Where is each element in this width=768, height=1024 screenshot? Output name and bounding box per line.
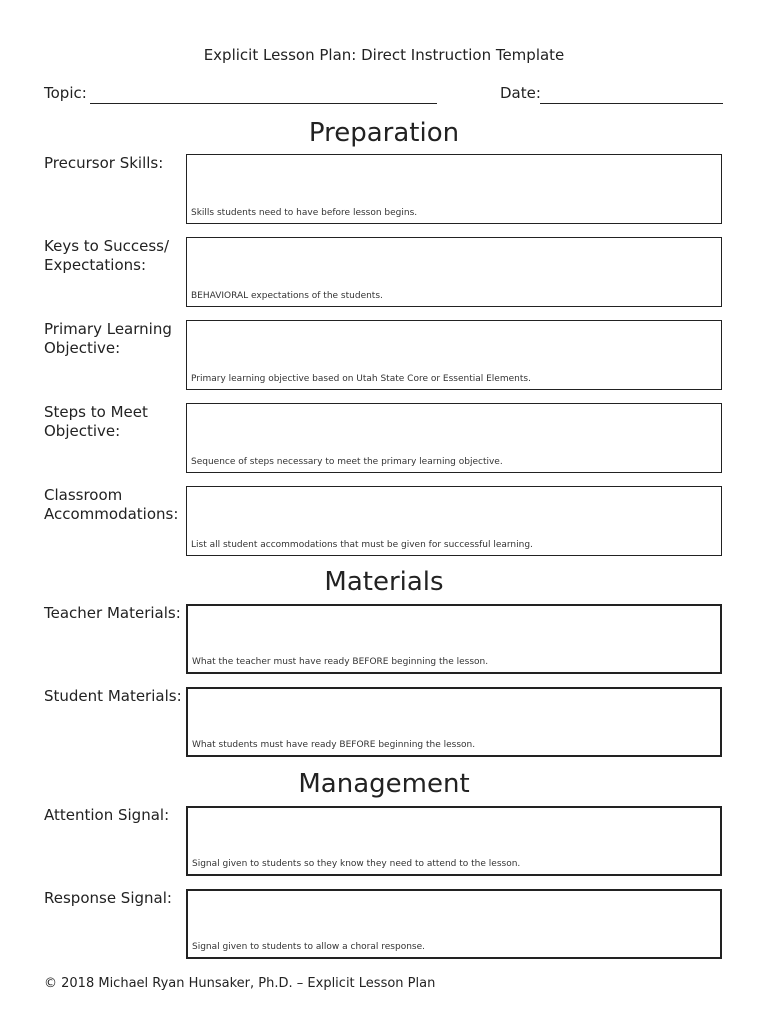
primary-learning-objective-box[interactable] <box>186 320 722 390</box>
classroom-accommodations-hint: List all student accommodations that must be given for successful learning. <box>191 540 533 550</box>
preparation-heading: Preparation <box>308 118 460 148</box>
primary-learning-objective-hint: Primary learning objective based on Utah State Core or Essential Elements. <box>191 374 531 384</box>
teacher-materials-hint: What the teacher must have ready BEFORE beginning the lesson. <box>192 657 489 667</box>
keys-to-success-label: Keys to Success/ Expectations: <box>44 237 170 274</box>
steps-to-meet-objective-box[interactable] <box>186 403 722 473</box>
copyright-footer: © 2018 Michael Ryan Hunsaker, Ph.D. – Explicit Lesson Plan <box>44 976 436 991</box>
response-signal-label: Response Signal: <box>44 889 172 907</box>
attention-signal-hint: Signal given to students so they know they need to attend to the lesson. <box>192 859 521 869</box>
keys-to-success-hint: BEHAVIORAL expectations of the students. <box>191 291 383 301</box>
classroom-accommodations-label: Classroom Accommodations: <box>44 486 179 523</box>
precursor-skills-label: Precursor Skills: <box>44 154 164 172</box>
precursor-skills-hint: Skills students need to have before lesson begins. <box>191 208 418 218</box>
date-label: Date: <box>500 84 541 102</box>
keys-to-success-box[interactable] <box>186 237 722 307</box>
steps-to-meet-objective-label: Steps to Meet Objective: <box>44 403 148 440</box>
topic-line[interactable] <box>90 103 437 104</box>
materials-heading: Materials <box>324 567 444 597</box>
date-line[interactable] <box>540 103 723 104</box>
steps-to-meet-objective-hint: Sequence of steps necessary to meet the primary learning objective. <box>191 457 503 467</box>
precursor-skills-box[interactable] <box>186 154 722 224</box>
teacher-materials-label: Teacher Materials: <box>44 604 181 622</box>
attention-signal-box[interactable] <box>186 806 722 876</box>
attention-signal-label: Attention Signal: <box>44 806 170 824</box>
student-materials-hint: What students must have ready BEFORE beginning the lesson. <box>192 740 476 750</box>
response-signal-hint: Signal given to students to allow a choral response. <box>192 942 425 952</box>
teacher-materials-box[interactable] <box>186 604 722 674</box>
classroom-accommodations-box[interactable] <box>186 486 722 556</box>
primary-learning-objective-label: Primary Learning Objective: <box>44 320 172 357</box>
student-materials-label: Student Materials: <box>44 687 182 705</box>
response-signal-box[interactable] <box>186 889 722 959</box>
document-title: Explicit Lesson Plan: Direct Instruction Template <box>203 46 565 64</box>
topic-label: Topic: <box>44 84 87 102</box>
student-materials-box[interactable] <box>186 687 722 757</box>
management-heading: Management <box>298 769 470 799</box>
